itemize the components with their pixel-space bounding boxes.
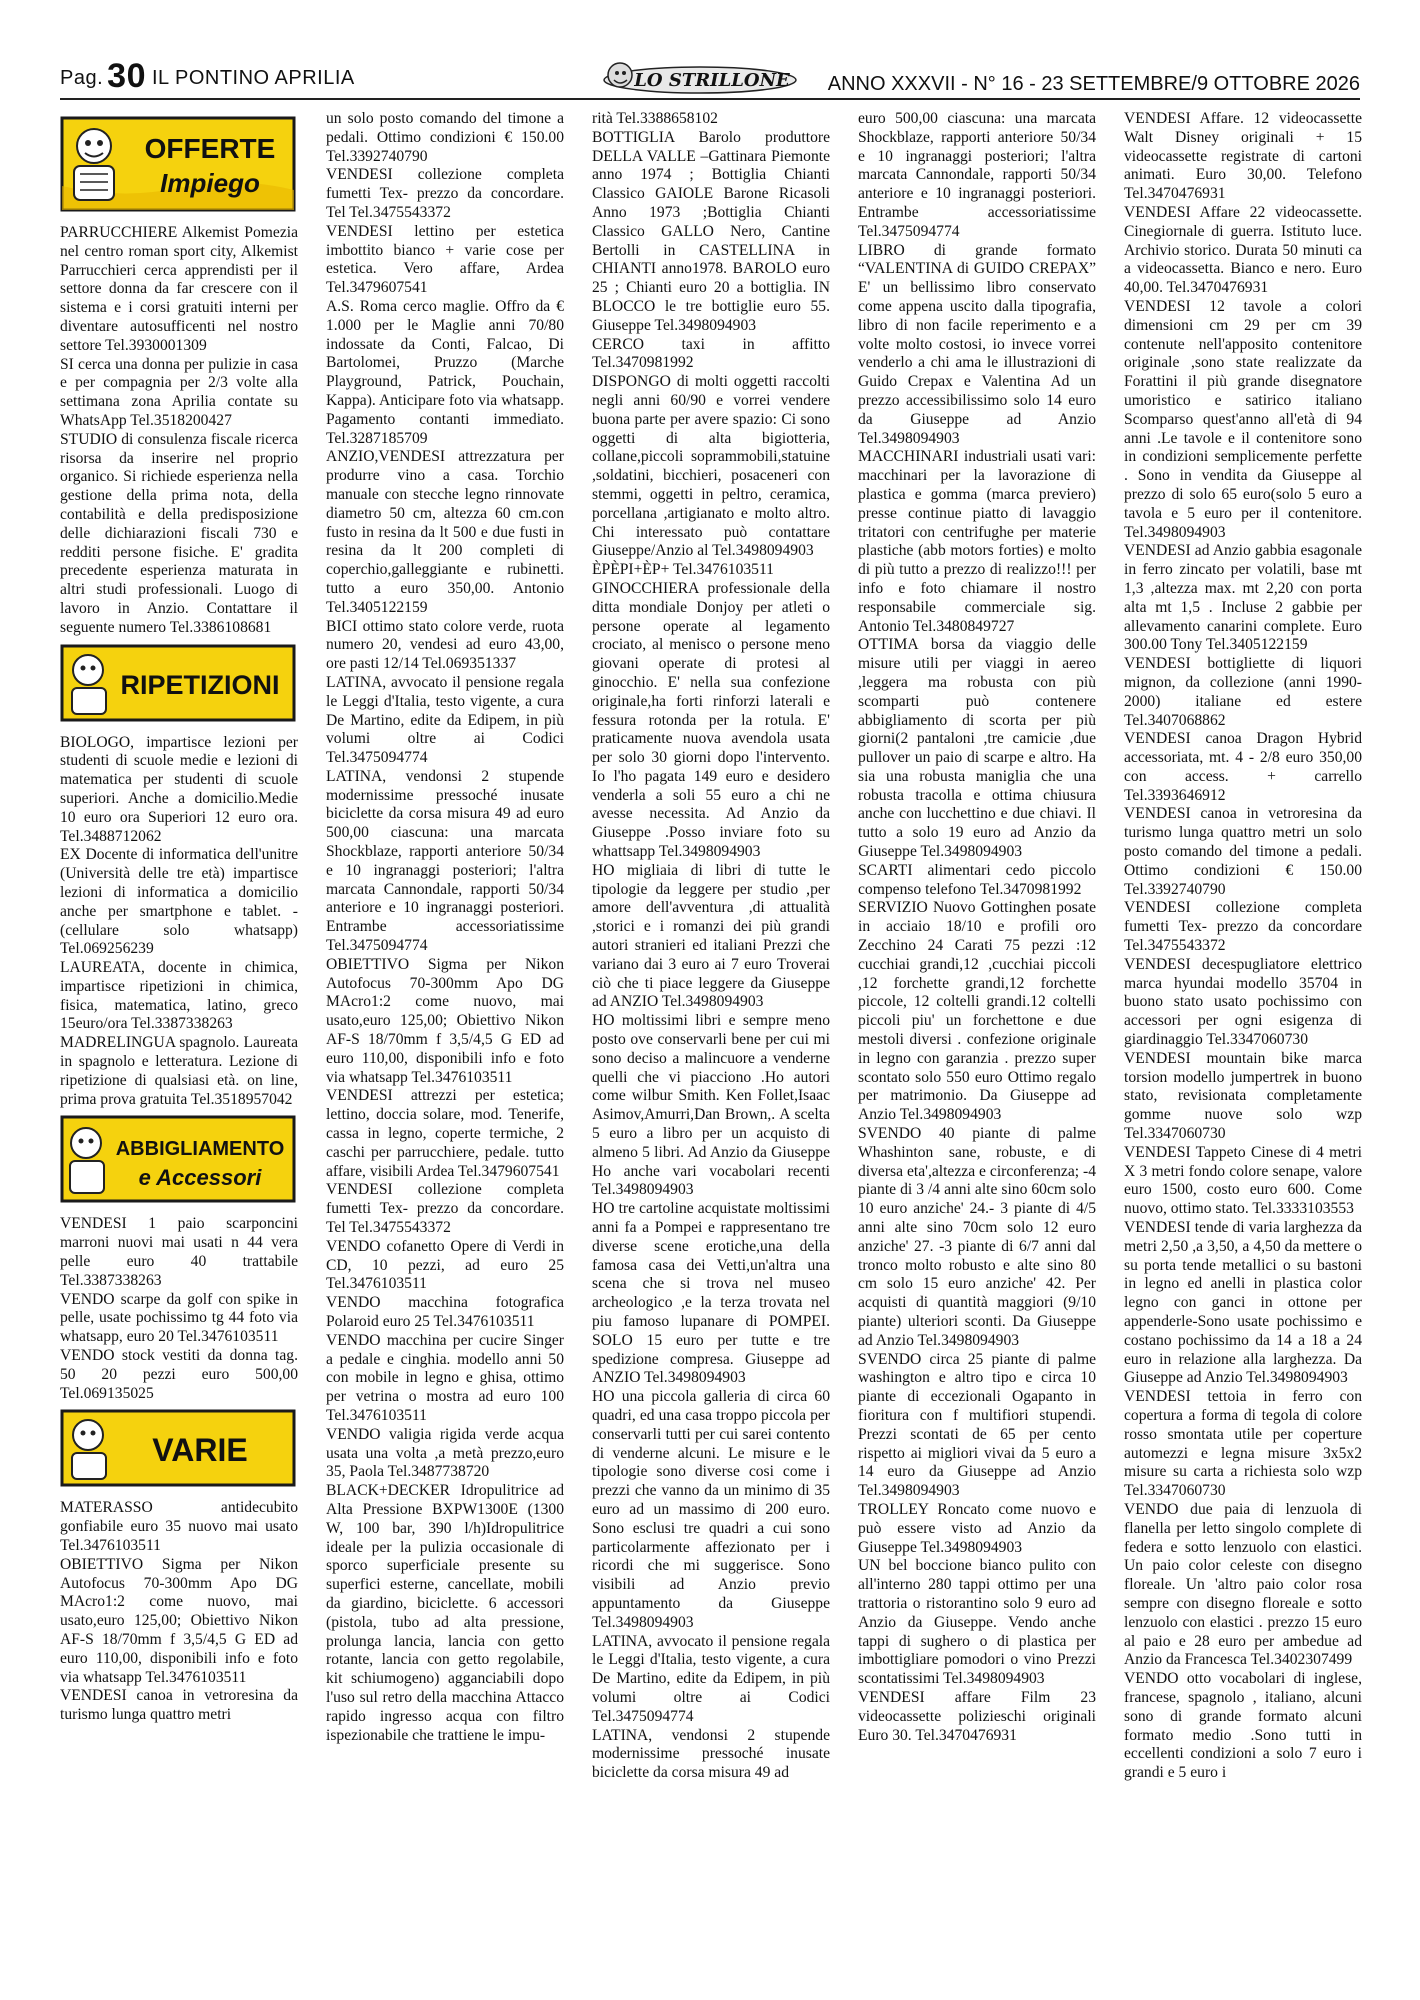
ad-text: UN bel boccione bianco pulito con all'interno 280 tappi ottimo per una trattoria o ristorantino solo 9 euro ad Anzio da Giuseppe. Vendo anche tappi di sughero o di plastica per imbottigliare pomodori o vino Prezzi scontatissimi Tel.3498094903 [858,1557,1096,1688]
ad-text: SI cerca una donna per pulizie in casa e per compagnia per 2/3 volte alla settimana zona Aprilia contate su WhatsApp Tel.3518200427 [60,355,298,429]
ad-text: MACCHINARI industriali usati vari: macchinari per la lavorazione di plastica e gomma (marca previero) presse continue piatto di lavaggio tritatori con centrifughe per materie plastiche (abb motors forties) e molto di più tutto a prezzo di realizzo!!! per info e foto chiamare il nostro responsabile commerciale sig. Antonio Tel.3480849727 [858,448,1096,635]
ad-text: VENDESI tettoia in ferro con copertura a forma di tegola di colore rosso smontata utile per coperture automezzi e legna misure 3x5x2 misure su carta a richiesta solo wzp Tel.3347060730 [1124,1388,1362,1500]
ad-text: VENDO scarpe da golf con spike in pelle, usate pochissimo tg 44 foto via whatsapp, euro 20 Tel.3476103511 [60,1290,298,1346]
ad-text: ANZIO,VENDESI attrezzatura per produrre vino a casa. Torchio manuale con stecche legno rinnovate diametro 50 cm, altezza 60 cm.con fusto in resina da lt 500 e due fusti in resina da lt 200 completi di coperchio,galleggiante e rubinetti. tutto a euro 350,00. Antonio Tel.3405122159 [326,448,564,616]
abbigliamento-banner [60,1115,296,1203]
svg-text:OFFERTE: OFFERTE [144,133,276,164]
ad-text: VENDESI bottigliette di liquori mignon, da collezione (anni 1990-2000) italiane ed estere Tel.3407068862 [1124,655,1362,729]
page-number: 30 [107,57,146,95]
column-4 [858,110,1096,1745]
ad-text: VENDESI Affare 22 videocassette. Cinegiornale di guerra. Istituto luce. Archivio storico. Durata 50 minuti ca a videocassetta. Bianco e nero. Euro 40,00. Tel.3470476931 [1124,203,1362,297]
svg-text:LO STRILLONE: LO STRILLONE [634,70,790,91]
svg-text:e Accessori: e Accessori [138,1165,262,1191]
ad-text: SVENDO circa 25 piante di palme washington e altro tipo e circa 10 piante di eccezionali Ogapanto in fioritura con f multifiori stupendi. Prezzi scontati de 65 per cento rispetto ai migliori vivai da 5 euro a 14 euro da Giuseppe ad Anzio Tel.3498094903 [858,1350,1096,1500]
ad-text: BIOLOGO, impartisce lezioni per studenti di scuole medie e lezioni di matematica per studenti di scuole superiori. Anche a domicilio.Medie 10 euro ora Superiori 12 euro ora. Tel.3488712062 [60,733,298,845]
ad-text: rità Tel.3388658102 [592,110,718,127]
ad-text: un solo posto comando del timone a pedali. Ottimo condizioni € 150.00 Tel.3392740790 [326,110,564,165]
ad-text: DISPONGO di molti oggetti raccolti negli anni 60/90 e vorrei vendere buona parte per avere spazio: Ci sono oggetti di alta bigiotteria, collane,piccoli soprammobili,statuine ,soldatini, bicchieri, posaceneri con stemmi, oggetti in peltro, ceramica, porcellana ,artigianato e molto altro. Chi interessato può contattare Giuseppe/Anzio al Tel.3498094903 [592,373,830,560]
pag-label: Pag. [60,67,104,89]
ad-text: BLACK+DECKER Idropulitrice ad Alta Pressione BXPW1300E (1300 W, 100 bar, 390 l/h)Idropulitrice ideale per la pulizia occasionale di sporco superficiale presente su superfici esterne, cancellate, mobili da giardino, biciclette. 6 accessori (pistola, tubo ad alta pressione, prolunga lancia, lancia con getto rotante, lancia con getto regolabile, kit schiumogeno) agganciabili dopo l'uso sul retro della macchina Attacco rapido ingresso acqua con filtro ispezionabile che trattiene le impu- [326,1482,564,1744]
ad-text: VENDESI lettino per estetica imbottito bianco + varie cose per estetica. Vero affare, Ardea Tel.3479607541 [326,222,564,297]
ad-text: VENDO due paia di lenzuola di flanella per letto singolo complete di federa e sotto lenzuolo con elastici. Un paio color celeste con disegno floreale. Un 'altro paio color rosa sempre con disegno floreale e sotto lenzuolo con elastici . prezzo 15 euro al paio e 28 euro per ambedue ad Anzio da Francesca Tel.3402307499 [1124,1500,1362,1669]
ad-text: VENDESI affare Film 23 videocassette polizieschi originali Euro 30. Tel.3470476931 [858,1688,1096,1744]
ad-text: VENDESI Affare. 12 videocassette Walt Disney originali + 15 videocassette registrate di cartoni animati. Euro 30,00. Telefono Tel.3470476931 [1124,110,1362,203]
ad-text: VENDESI attrezzi per estetica; lettino, doccia solare, mod. Tenerife, cassa in legno, coperte termiche, 2 caschi per parrucchiere, pedale. tutto affare, visibili Ardea Tel.3479607541 [326,1087,564,1180]
svg-text:ABBIGLIAMENTO: ABBIGLIAMENTO [115,1138,285,1161]
ad-text: VENDO cofanetto Opere di Verdi in CD, 10 pezzi, ad euro 25 Tel.3476103511 [326,1237,564,1293]
ad-text: STUDIO di consulenza fiscale ricerca risorsa da inserire nel proprio organico. Si richiede esperienza nella gestione della prima nota, della contabilità e della predisposizione delle dichiarazioni fiscali 730 e redditi persone fisiche. E' gradita precedente esperienza maturata in altri studi professionali. Luogo di lavoro in Anzio. Contattare il seguente numero Tel.3386108681 [60,430,298,636]
header-left [60,57,355,96]
ad-text: MADRELINGUA spagnolo. Laureata in spagnolo e letteratura. Lezione di ripetizione di qualsiasi età. on line, prima prova gratuita Tel.3518957042 [60,1034,298,1108]
ad-text: A.S. Roma cerco maglie. Offro da € 1.000 per le Maglie anni 70/80 indossate da Conti, Falcao, Di Bartolomei, Pruzzo (Marche Playground, Patrick, Pouchain, Kappa). Anticipare foto via whatsapp. Pagamento contanti immediato. Tel.3287185709 [326,297,564,447]
ad-text: VENDESI decespugliatore elettrico marca hyundai modello 35704 in buono stato usato pochissimo con accessori per ogni esigenza di giardinaggio Tel.3347060730 [1124,955,1362,1049]
ad-text: LATINA, vendonsi 2 stupende modernissime pressoché inusate biciclette da corsa misura 49 ad [592,1726,830,1782]
ad-text: euro 500,00 ciascuna: una marcata Shockblaze, rapporti anteriore 50/34 e 10 ingranaggi posteriori; l'altra marcata Cannondale, rapporti 50/34 anteriore e 10 ingranaggi posteriori. Entrambe accessoriatissime Tel.3475094774 [858,110,1096,240]
ad-text: BOTTIGLIA Barolo produttore DELLA VALLE –Gattinara Piemonte anno 1974 ; Bottiglia Chianti Classico GAIOLE Barone Ricasoli Anno 1973 ;Bottiglia Chianti Classico GALLO Nero, Cantine Bertolli in CASTELLINA in CHIANTI anno1978. BAROLO euro 25 ; Chianti euro 20 a bottiglia. IN BLOCCO le tre bottiglie euro 55. Giuseppe Tel.3498094903 [592,128,830,334]
issue-info: ANNO XXXVII - N° 16 - 23 SETTEMBRE/9 OTTOBRE 2026 [827,73,1360,95]
ad-text: OBIETTIVO Sigma per Nikon Autofocus 70-300mm Apo DG MAcro1:2 come nuovo, mai usato,euro 125,00; Obiettivo Nikon AF-S 18/70mm f 3,5/4,5 G ED ad euro 110,00, disponibili info e foto via whatsapp Tel.3476103511 [60,1555,298,1686]
ad-text: VENDESI collezione completa fumetti Tex- prezzo da concordare. Tel Tel.3475543372 [326,166,564,221]
ad-text: MATERASSO antidecubito gonfiabile euro 35 nuovo mai usato Tel.3476103511 [60,1499,298,1555]
ad-text: VENDESI 12 tavole a colori dimensioni cm 29 per cm 39 contenute nell'apposito contenitore originale ,sono state realizzate da Forattini il più grande disegnatore umoristico e satirico italiano Scomparso quest'anno all'età di 94 anni .Le tavole e il contenitore sono in condizioni semplicemente perfette . Sono in vendita da Giuseppe al prezzo di solo 65 euro(solo 5 euro a tavola e 5 euro per il contenitore. Tel.3498094903 [1124,297,1362,541]
ad-text: HO tre cartoline acquistate moltissimi anni fa a Pompei e rappresentano tre diverse scene erotiche,una della famosa casa dei Vetti,un'altra una scena che si trova nel museo archeologico ,e la terza trovata nel piu famoso lupanare di POMPEI. SOLO 15 euro per tutte e tre spedizione compresa. Giuseppe ad ANZIO Tel.3498094903 [592,1200,830,1387]
ad-text: SVENDO 40 piante di palme Whashinton sane, robuste, e di diversa eta',altezza e circonferenza; -4 piante di 3 /4 anni alte sino 60cm solo 10 euro anziche' 24.- 3 piante di 4/5 anni alte sino 70cm solo 12 euro anziche' 27. -3 piante di 6/7 anni dal tronco molto robusto e alte sino 80 cm solo 15 euro anziche' 42. Per acquisti di quantità maggiori (9/10 piante) ulteriori sconti. Da Giuseppe ad Anzio Tel.3498094903 [858,1125,1096,1349]
ad-text: VENDESI Tappeto Cinese di 4 metri X 3 metri fondo colore senape, valore euro 1500, costo euro 600. Come nuovo, ottimo stato. Tel.3333103553 [1124,1143,1362,1218]
cartoon-mascot-icon [70,1128,104,1193]
ad-text: VENDESI ad Anzio gabbia esagonale in ferro zincato per volatili, base mt 1,3 ,altezza max. mt 2,20 con porta alta mt 1,5 . Incluse 2 gabbie per allevamento canarini complete. Euro 300.00 Tony Tel.3405122159 [1124,542,1362,654]
column-5 [1124,110,1362,1783]
ad-text: LAUREATA, docente in chimica, impartisce ripetizioni in chimica, fisica, matematica, latino, greco 15euro/ora Tel.3387338263 [60,959,298,1033]
ad-text: VENDO macchina per cucire Singer a pedale e cinghia. modello anni 50 con mobile in legno e ghisa, ottimo per vetrina o mostra ad euro 100 Tel.3476103511 [326,1331,564,1424]
ad-text: LATINA, vendonsi 2 stupende modernissime pressoché inusate biciclette da corsa misura 49 ad euro 500,00 ciascuna: una marcata Shockblaze, rapporti anteriore 50/34 e 10 ingranaggi posteriori; l'altra marcata Cannondale, rapporti 50/34 anteriore e 10 ingranaggi posteriori. Entrambe accessoriatissime Tel.3475094774 [326,767,564,955]
column-2 [326,110,564,1745]
ad-text: LATINA, avvocato il pensione regala le Leggi d'Italia, testo vigente, a cura De Martino, edite da Edipem, in più volumi oltre ai Codici Tel.3475094774 [592,1632,830,1725]
page-header [60,57,1360,100]
column-1 [60,110,298,1725]
ad-text: VENDO stock vestiti da donna tag. 50 20 pezzi euro 500,00 Tel.069135025 [60,1347,298,1402]
ad-text: VENDESI 1 paio scarponcini marroni nuovi mai usati n 44 vera pelle euro 40 trattabile Tel.3387338263 [60,1215,298,1289]
ad-text: BICI ottimo stato colore verde, ruota numero 20, vendesi ad euro 43,00, ore pasti 12/14 Tel.069351337 [326,617,564,673]
ad-text: ÈPÈPI+ÈP+ Tel.3476103511 [592,561,774,579]
strillone-logo [600,60,800,96]
ad-text: OBIETTIVO Sigma per Nikon Autofocus 70-300mm Apo DG MAcro1:2 come nuovo, mai usato,euro 125,00; Obiettivo Nikon AF-S 18/70mm f 3,5/4,5 G ED ad euro 110,00, disponibili info e foto via whatsapp Tel.3476103511 [326,955,564,1086]
varie-banner [60,1409,296,1487]
ad-text: VENDO macchina fotografica Polaroid euro 25 Tel.3476103511 [326,1294,564,1330]
ad-text: VENDO otto vocabolari di inglese, francese, spagnolo , italiano, alcuni sono di grande formato alcuni formato medio .Sono tutti in eccellenti condizioni a solo 7 euro i grandi e 5 euro i [1124,1670,1362,1782]
ad-text: LATINA, avvocato il pensione regala le Leggi d'Italia, testo vigente, a cura De Martino, edite da Edipem, in più volumi oltre ai Codici Tel.3475094774 [326,673,564,767]
svg-text:Impiego: Impiego [160,168,260,198]
ad-text: VENDESI canoa in vetroresina da turismo lunga quattro metri [60,1687,298,1724]
paper-name: IL PONTINO APRILIA [151,67,355,89]
ad-text: VENDO valigia rigida verde acqua usata una volta ,a metà prezzo,euro 35, Paola Tel.3487738720 [326,1425,564,1481]
ad-text: LIBRO di grande formato “VALENTINA di GUIDO CREPAX” E' un bellissimo libro conservato come appena uscito dalla tipografia, libro di non facile reperimento e a volte molto costosi, io invece vorrei venderlo a chi ama le illustrazioni di Guido Crepax e Valentina Ad un prezzo accessibilissimo solo 14 euro da Giuseppe ad Anzio Tel.3498094903 [858,241,1096,447]
ad-text: HO migliaia di libri di tutte le tipologie da leggere per studio ,per amore dell'avventura ,di attualità ,storici e i romanzi dei più grandi autori stranieri ed italiani Prezzi che variano dai 3 euro ai 7 euro Troverai ciò che ti piace leggere da Giuseppe ad ANZIO Tel.3498094903 [592,861,830,1011]
ad-text: CERCO taxi in affitto Tel.3470981992 [592,335,830,372]
ad-text: HO moltissimi libri e sempre meno posto ove conservarli bene per cui mi sono deciso a malincuore a venderne quelli che vi piacciono .Ho autori come wilbur Smith. Ken Follet,Isaac Asimov,Amurri,Dan Brown,. A scelta 5 euro a libro per un acquisto di almeno 5 libri. Ad Anzio da Giuseppe Ho anche vari vocabolari recenti Tel.3498094903 [592,1012,830,1199]
ad-text: VENDESI mountain bike marca torsion modello jumpertrek in buono stato, revisionata completamente gomme nuove solo wzp Tel.3347060730 [1124,1049,1362,1143]
svg-text:VARIE: VARIE [152,1432,248,1469]
ad-text: GINOCCHIERA professionale della ditta mondiale Donjoy per atleti o persone operate al legamento crociato, al menisco o persone meno giovani operate di protesi al ginocchio. E' nella sua confezione originale,ha forti rinforzi laterali e fessura rotonda per la rotula. E' praticamente nuova avendola usata per solo 30 giorni dopo l'intervento. Io l'ho pagata 149 euro e desidero venderla a soli 55 euro a chi ne avesse necessita. Ad Anzio da Giuseppe .Posso inviare foto su whattsapp Tel.3498094903 [592,579,830,861]
ad-text: OTTIMA borsa da viaggio delle misure utili per viaggi in aereo ,leggera ma robusta con più scomparti può contenere abbigliamento di scorta per più giorni(2 pantaloni ,tre camicie ,due pullover un paio di scarpe e altro. Ha sia una robusta maniglia che una robusta tracolla e ottima chiusura anche con lucchettino e due chiavi. Il tutto a solo 19 euro ad Anzio da Giuseppe Tel.3498094903 [858,636,1096,861]
ripetizioni-banner [60,644,296,722]
ad-text: SCARTI alimentari cedo piccolo compenso telefono Tel.3470981992 [858,861,1096,898]
ad-text: VENDESI collezione completa fumetti Tex- prezzo da concordare. Tel Tel.3475543372 [326,1181,564,1237]
column-3 [592,110,830,1783]
svg-text:RIPETIZIONI: RIPETIZIONI [120,669,280,700]
ad-text: PARRUCCHIERE Alkemist Pomezia nel centro roman sport city, Alkemist Parrucchieri cerca apprendisti per il settore donna da far crescere con il sistema e i corsi gratuiti interni per diventare autosufficenti nel nostro settore Tel.3930001309 [60,224,298,354]
offerte-impiego-banner [60,116,296,212]
ad-text: TROLLEY Roncato come nuovo e può essere visto ad Anzio da Giuseppe Tel.3498094903 [858,1500,1096,1556]
ad-text: VENDESI collezione completa fumetti Tex- prezzo da concordare Tel.3475543372 [1124,899,1362,955]
ad-text: VENDESI canoa in vetroresina da turismo lunga quattro metri un solo posto comando del timone a pedali. Ottimo condizioni € 150.00 Tel.3392740790 [1124,805,1362,898]
ad-text: VENDESI canoa Dragon Hybrid accessoriata, mt. 4 - 2/8 euro 350,00 con access. + carrello Tel.3393646912 [1124,730,1362,804]
ad-text: VENDESI tende di varia larghezza da metri 2,50 ,a 3,50, a 4,50 da mettere o su porta tende metallici o su bastoni in legno ed anelli in plastica color legno con ganci in ottone per appenderle-Sono usate pochissimo e costano pochissimo da 14 a 18 a 24 euro in relazione alla larghezza. Da Giuseppe ad Anzio Tel.3498094903 [1124,1219,1362,1387]
ad-text: HO una piccola galleria di circa 60 quadri, ed una casa troppo piccola per conservarli tutti per cui sarei contento di venderne alcuni. Le misure e le tipologie sono diverse cosi come i prezzi che vanno da un minimo di 35 euro ad un massimo di 200 euro. Sono esclusi tre quadri a cui sono particolarmente affezionato per i ricordi che mi suggerisce. Sono visibili ad Anzio previo appuntamento da Giuseppe Tel.3498094903 [592,1388,830,1631]
ad-text: EX Docente di informatica dell'unitre (Università delle tre età) impartisce lezioni di informatica a domicilio anche per smartphone e tablet. - (cellulare solo whatsapp) Tel.069256239 [60,846,298,958]
ad-text: SERVIZIO Nuovo Gottinghen posate in acciaio 18/10 e profili oro Zecchino 24 Carati 75 pezzi :12 cucchiai grandi,12 ,cucchiai piccoli ,12 forchette grandi,12 forchette piccole, 12 coltelli grandi.12 coltelli piccoli piu' un forchettone e due mestoli diversi . confezione originale in legno con garanzia . prezzo super scontato solo 550 euro Ottimo regalo per matrimonio. Da Giuseppe ad Anzio Tel.3498094903 [858,899,1096,1124]
